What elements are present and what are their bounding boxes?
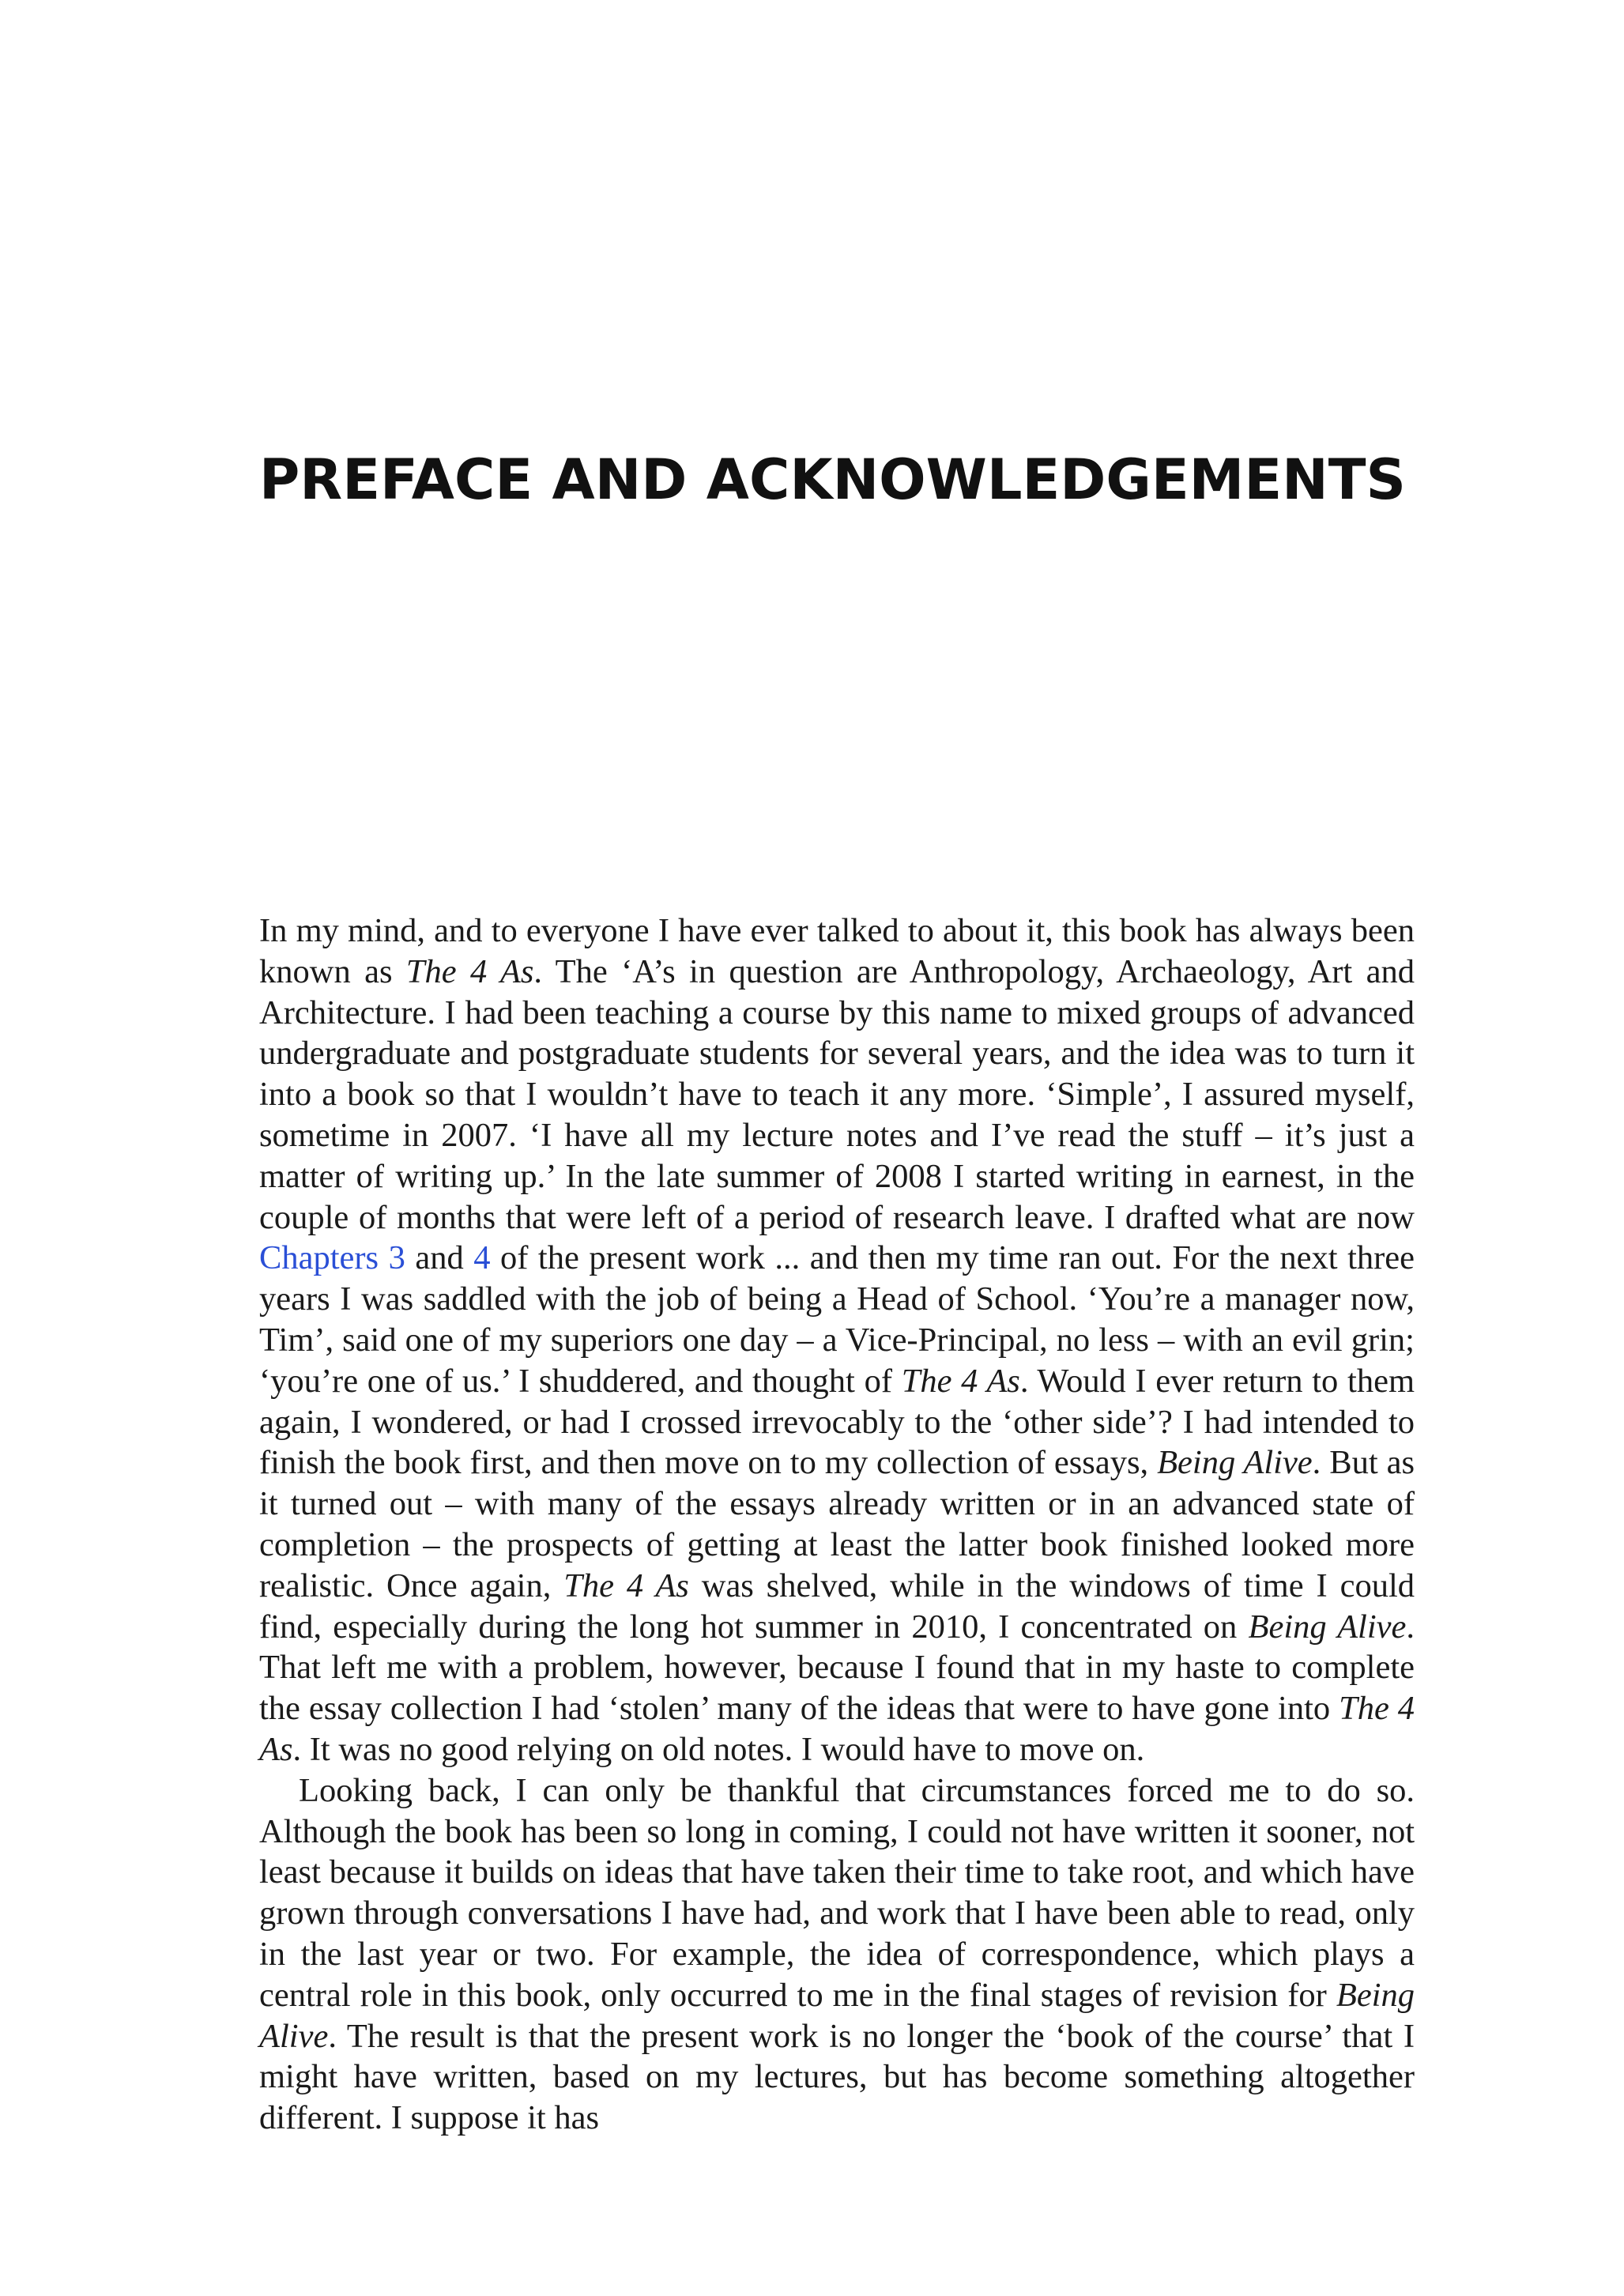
book-title-italic: Being Alive bbox=[259, 1976, 1415, 2055]
text-run: . But as it turned out – with many of the essays already written or in an advanced state of completion – the prospects of getting at least the latter book finished looked more realistic. Once again, bbox=[259, 1444, 1415, 1604]
text-run: was shelved, while in the windows of time I could find, especially during the long hot summer in 2010, I concentrated on bbox=[259, 1566, 1415, 1646]
book-title-italic: The 4 As bbox=[405, 952, 534, 990]
book-title-italic: Being Alive bbox=[1157, 1444, 1313, 1482]
body-text bbox=[259, 910, 1415, 2139]
book-title-italic: The 4 As bbox=[563, 1566, 689, 1604]
text-run: . The ‘A’s in question are Anthropology, Archaeology, Art and Architecture. I had been teaching a course by this name to mixed groups of advanced undergraduate and postgraduate students for several years, and the idea was to turn it into a book so that I wouldn’t have to teach it any more. ‘Simple’, I assured myself, sometime in 2007. ‘I have all my lecture notes and I’ve read the stuff – it’s just a matter of writing up.’ In the late summer of 2008 I started writing in earnest, in the couple of months that were left of a period of research leave. I drafted what are now bbox=[259, 952, 1415, 1236]
chapter-cross-reference-link[interactable]: Chapters 3 bbox=[259, 1239, 405, 1277]
page-title: PREFACE AND ACKNOWLEDGEMENTS bbox=[259, 447, 1406, 512]
paragraph bbox=[259, 910, 1415, 1770]
text-run: . The result is that the present work is no longer the ‘book of the course’ that I might have written, based on my lectures, but has become something altogether different. I suppose it has bbox=[259, 2017, 1415, 2137]
paragraph bbox=[259, 1770, 1415, 2139]
chapter-cross-reference-link[interactable]: 4 bbox=[473, 1239, 491, 1277]
book-title-italic: Being Alive bbox=[1248, 1608, 1407, 1646]
text-run: . Would I ever return to them again, I wondered, or had I crossed irrevocably to the ‘other side’? I had intended to finish the book first, and then move on to my collection of essays, bbox=[259, 1362, 1415, 1482]
text-run: . That left me with a problem, however, because I found that in my haste to complete the essay collection I had ‘stolen’ many of the ideas that were to have gone into bbox=[259, 1608, 1415, 1728]
book-title-italic: The 4 As bbox=[901, 1362, 1020, 1400]
text-run: Looking back, I can only be thankful that circumstances forced me to do so. Although the book has been so long in coming, I could not have written it sooner, not least because it builds on ideas that have taken their time to take root, and which have grown through conversations I have had, and work that I have been able to read, only in the last year or two. For example, the idea of correspondence, which plays a central role in this book, only occurred to me in the final stages of revision for bbox=[259, 1771, 1415, 2014]
text-run: and bbox=[405, 1239, 474, 1277]
book-title-italic: The 4 As bbox=[259, 1690, 1415, 1768]
text-run: . It was no good relying on old notes. I would have to move on. bbox=[292, 1730, 1145, 1768]
text-run: In my mind, and to everyone I have ever talked to about it, this book has always been known as bbox=[259, 912, 1415, 990]
text-run: of the present work ... and then my time ran out. For the next three years I was saddled with the job of being a Head of School. ‘You’re a manager now, Tim’, said one of my superiors one day – a Vice-Principal, no less – with an evil grin; ‘you’re one of us.’ I shuddered, and thought of bbox=[259, 1239, 1415, 1400]
